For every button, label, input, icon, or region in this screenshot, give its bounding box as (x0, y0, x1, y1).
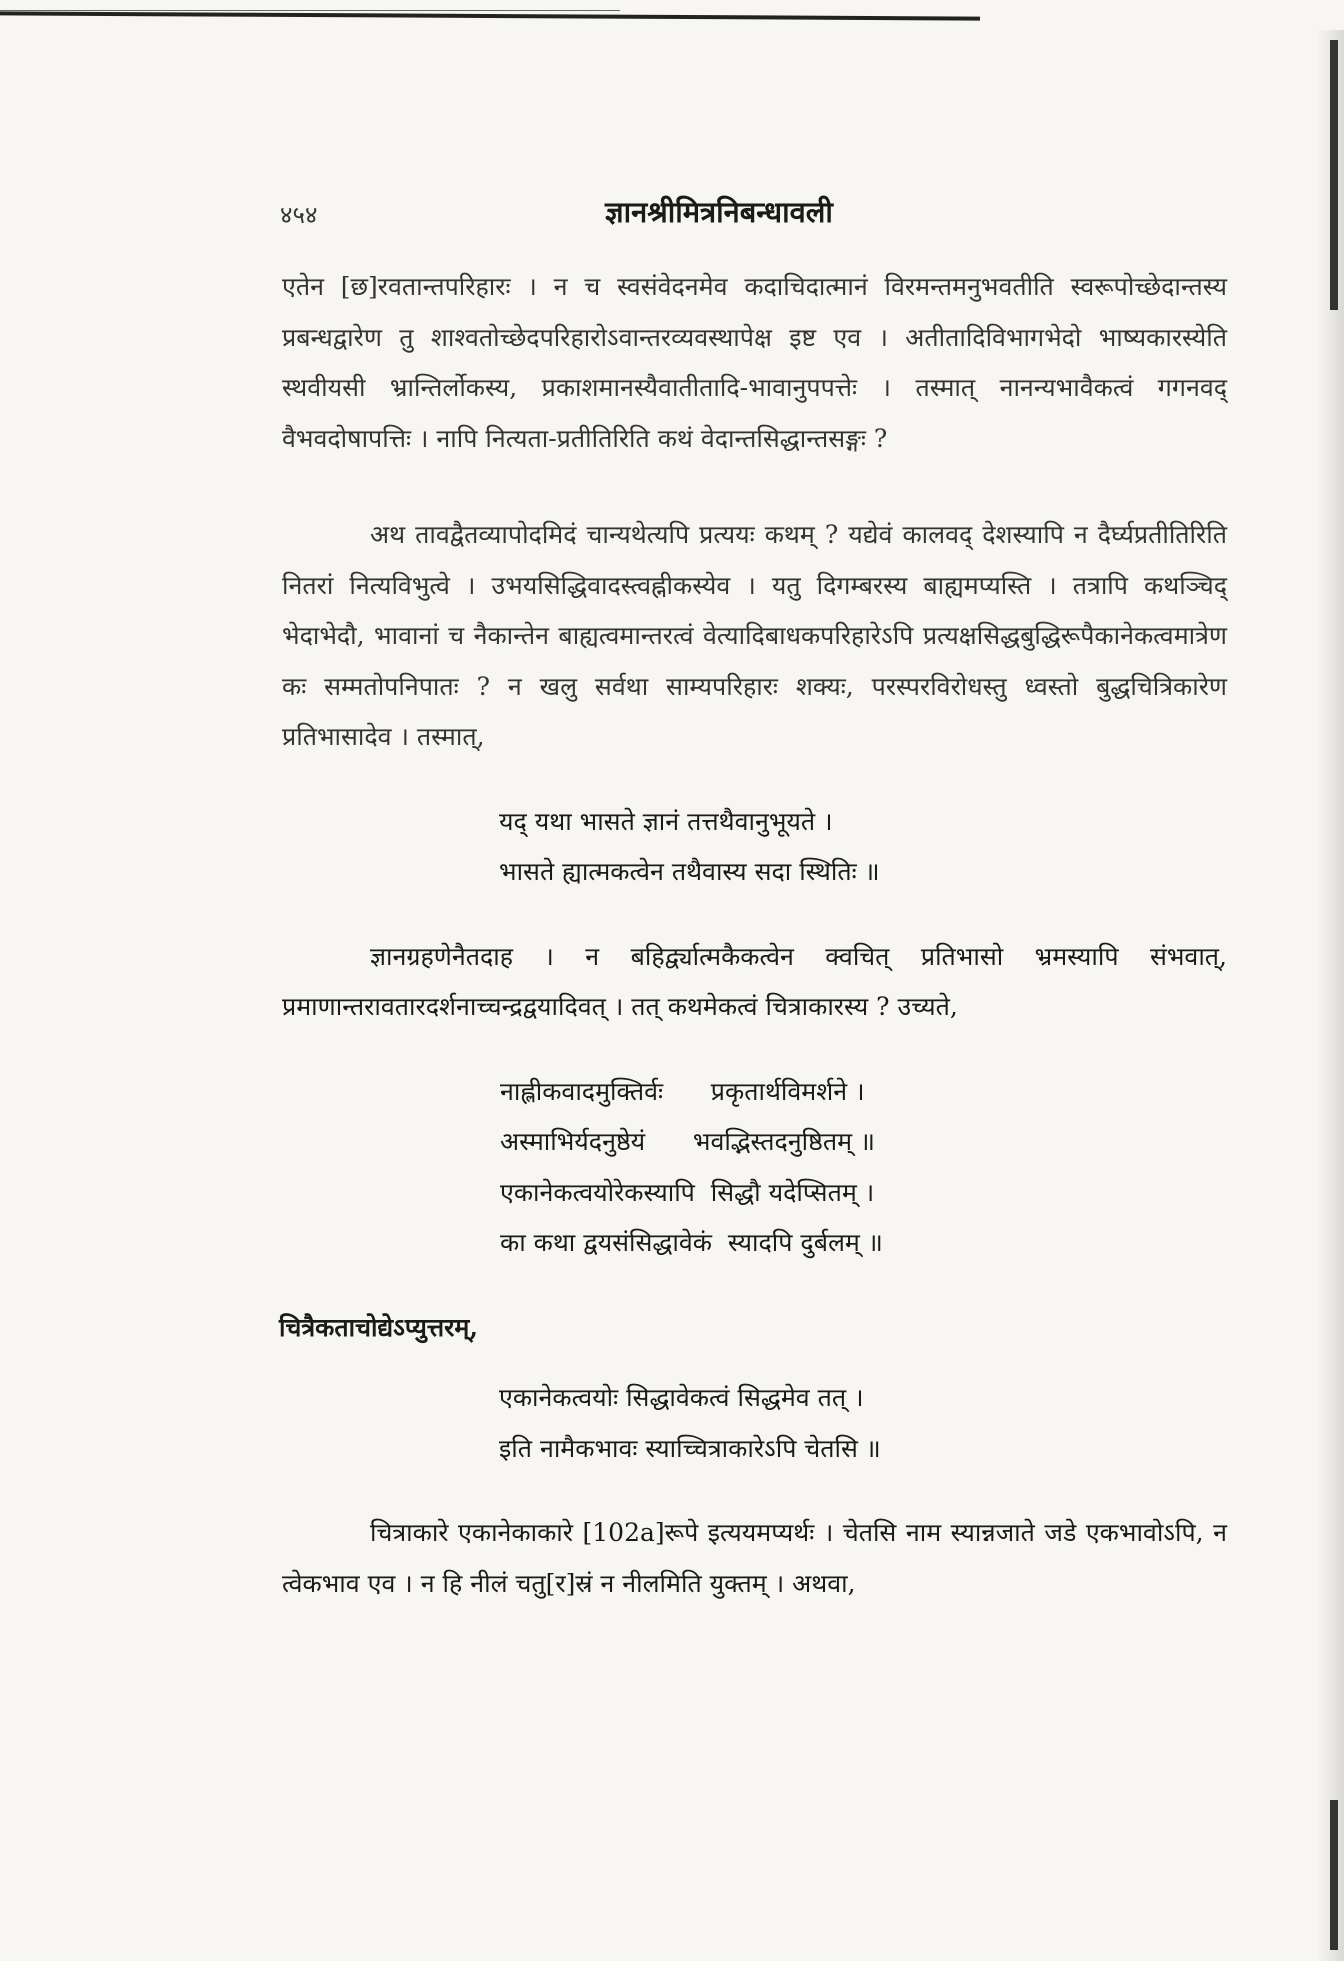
verse-3 (499, 1373, 1227, 1474)
page-header (280, 192, 1220, 232)
verse-line: एकानेकत्वयोरेकस्यापि सिद्धौ यदेप्सितम् । (500, 1177, 875, 1207)
paragraph-4: चित्रैकताचोद्येऽप्युत्तरम्, (279, 1312, 479, 1342)
verse-line: यद् यथा भासते ज्ञानं तत्तथैवानुभूयते । (499, 806, 833, 836)
verse-line: अस्माभिर्यदनुष्ठेयं भवद्भिस्तदनुष्ठितम् ॥ (500, 1127, 875, 1156)
page-body (279, 262, 1227, 1609)
page-edge-shadow (1316, 30, 1344, 1961)
paragraph-2: अथ तावद्वैतव्यापोदमिदं चान्यथेत्यपि प्रत्ययः कथम् ? यद्येवं कालवद् देशस्यापि न दैर्घ्यप्रतीतिरिति नितरां नित्यविभुत्वे । उभयसिद्धिवादस्त्वह्नीकस्येव । यतु दिगम्बरस्य बाह्यमप्यस्ति । तत्रापि कथञ्चिद् भेदाभेदौ, भावानां च नैकान्तेन बाह्यत्वमान्तरत्वं वेत्यादिबाधकपरिहारेऽपि प्रत्यक्षसिद्धबुद्धिरूपैकानेकत्वमात्रेण कः सम्मतोपनिपातः ? न खलु सर्वथा साम्यपरिहारः शक्यः, परस्परविरोधस्तु ध्वस्तो बुद्धचित्रिकारेण प्रतिभासादेव । तस्मात्, (282, 520, 1227, 751)
verse-line: भासते ह्यात्मकत्वेन तथैवास्य सदा स्थितिः ॥ (499, 857, 880, 886)
paragraph-1: एतेन [छ]रवतान्तपरिहारः । न च स्वसंवेदनमेव कदाचिदात्मानं विरमन्तमनुभवतीति स्वरूपोच्छेदान्तस्य प्रबन्धद्वारेण तु शाश्वतोच्छेदपरिहारोऽवान्तरव्यवस्थापेक्ष इष्ट एव । अतीतादिविभागभेदो भाष्यकारस्येति स्थवीयसी भ्रान्तिर्लोकस्य, प्रकाशमानस्यैवातीतादि-भावानुपपत्तेः । तस्मात् नानन्यभावैकत्वं गगनवद् वैभवदोषापत्तिः । नापि नित्यता-प्रतीतिरिति कथं वेदान्तसिद्धान्तसङ्गः ? (282, 272, 1227, 453)
scan-rule (0, 11, 980, 20)
paragraph-3: ज्ञानग्रहणेनैतदाह । न बहिर्द्व्यात्मकैकत्वेन क्वचित् प्रतिभासो भ्रमस्यापि संभवात्, प्रमाणान्तरावतारदर्शनाच्चन्द्रद्वयादिवत् । तत् कथमेकत्वं चित्राकारस्य ? उच्यते, (282, 941, 1227, 1021)
verse-line: का कथा द्वयसंसिद्धावेकं स्यादपि दुर्बलम् ॥ (500, 1228, 883, 1257)
scan-rule-thin (0, 10, 620, 11)
verse-1 (499, 797, 1227, 898)
verse-line: इति नामैकभावः स्याच्चित्राकारेऽपि चेतसि ॥ (499, 1433, 881, 1463)
verse-line: एकानेकत्वयोः सिद्धावेकत्वं सिद्धमेव तत् । (499, 1383, 864, 1412)
edge-mark-bottom (1330, 1800, 1338, 1950)
verse-line: नाह्लीकवादमुक्तिर्वः प्रकृतार्थविमर्शने । (500, 1076, 865, 1106)
running-title: ज्ञानश्रीमित्रनिबन्धावली (605, 195, 833, 229)
edge-mark-top (1330, 40, 1338, 310)
page-number: ४५४ (280, 201, 318, 229)
paragraph-5: चित्राकारे एकानेकाकारे [102a]रूपे इत्ययमप्यर्थः । चेतसि नाम स्यान्नजाते जडे एकभावोऽपि, न त्वेकभाव एव । न हि नीलं चतु[र]स्रं न नीलमिति युक्तम् । अथवा, (282, 1518, 1227, 1598)
verse-2 (500, 1067, 1227, 1269)
